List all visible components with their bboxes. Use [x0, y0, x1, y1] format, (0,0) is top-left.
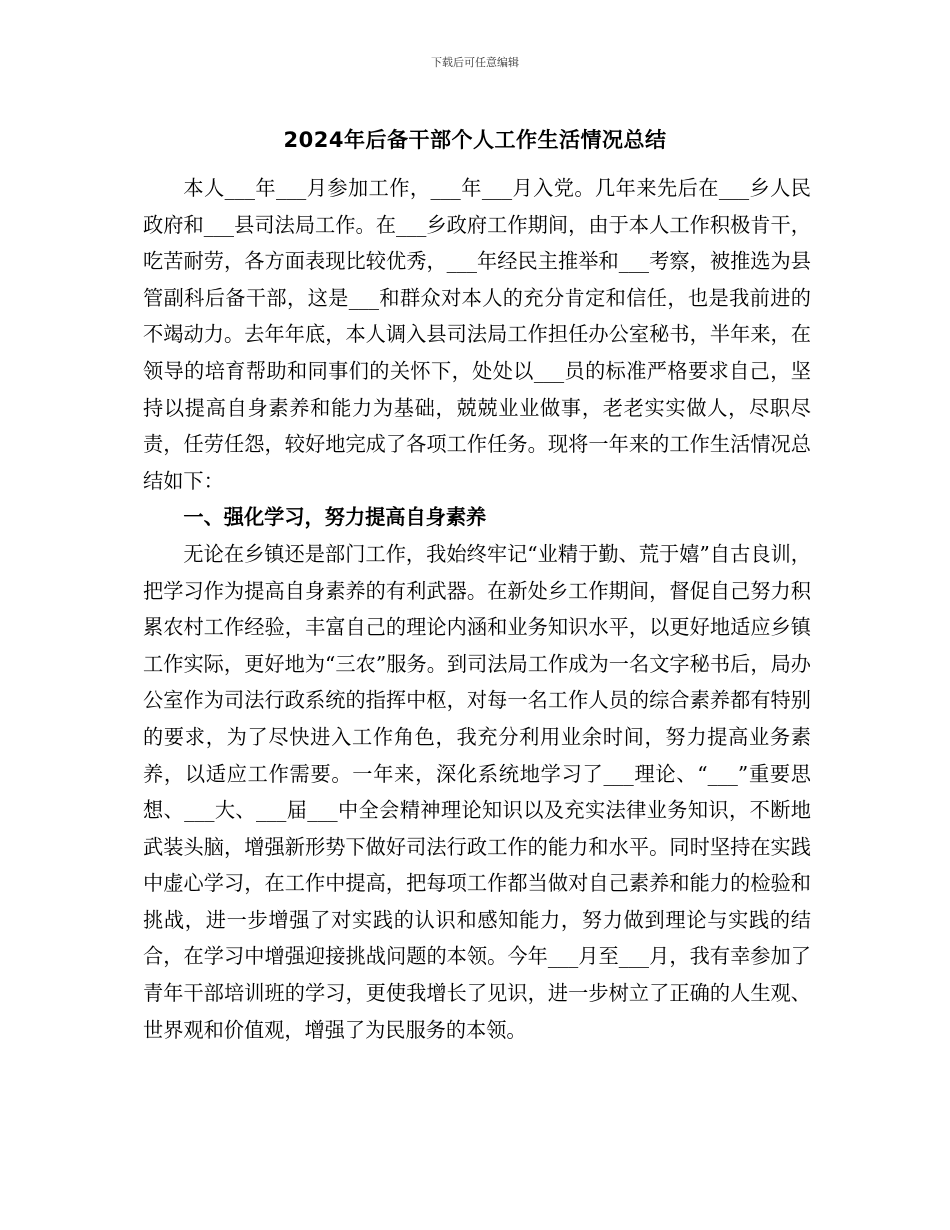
section-1-paragraph: 无论在乡镇还是部门工作，我始终牢记“业精于勤、荒于嬉”自古良训，把学习作为提高自身素养的有利武器。在新处乡工作期间，督促自己努力积累农村工作经验，丰富自己的理论内涵和业务知识水平，以更好地适应乡镇工作实际，更好地为“三农”服务。到司法局工作成为一名文字秘书后，局办公室作为司法行政系统的指挥中枢，对每一名工作人员的综合素养都有特别的要求，为了尽快进入工作角色，我充分利用业余时间，努力提高业务素养，以适应工作需要。一年来，深化系统地学习了___理论、“___”重要思想、___大、___届___中全会精神理论知识以及充实法律业务知识，不断地武装头脑，增强新形势下做好司法行政工作的能力和水平。同时坚持在实践中虚心学习，在工作中提高，把每项工作都当做对自己素养和能力的检验和挑战，进一步增强了对实践的认识和感知能力，努力做到理论与实践的结合，在学习中增强迎接挑战问题的本领。今年___月至___月，我有幸参加了青年干部培训班的学习，更使我增长了见识，进一步树立了正确的人生观、世界观和价值观，增强了为民服务的本领。	[143, 541, 811, 1042]
intro-paragraph: 本人___年___月参加工作，___年___月入党。几年来先后在___乡人民政府和___县司法局工作。在___乡政府工作期间，由于本人工作积极肯干，吃苦耐劳，各方面表现比较优秀，___年经民主推举和___考察，被推选为县管副科后备干部，这是___和群众对本人的充分肯定和信任，也是我前进的不竭动力。去年年底，本人调入县司法局工作担任办公室秘书，半年来，在领导的培育帮助和同事们的关怀下，处处以___员的标准严格要求自己，坚持以提高自身素养和能力为基础，兢兢业业做事，老老实实做人，尽职尽责，任劳任怨，较好地完成了各项工作任务。现将一年来的工作生活情况总结如下：	[143, 176, 811, 493]
section-heading-1: 一、强化学习，努力提高自身素养	[183, 505, 487, 530]
document-body	[143, 170, 811, 1048]
document-title: 2024年后备干部个人工作生活情况总结	[283, 128, 667, 152]
page-header-note: 下载后可任意编辑	[431, 56, 519, 69]
